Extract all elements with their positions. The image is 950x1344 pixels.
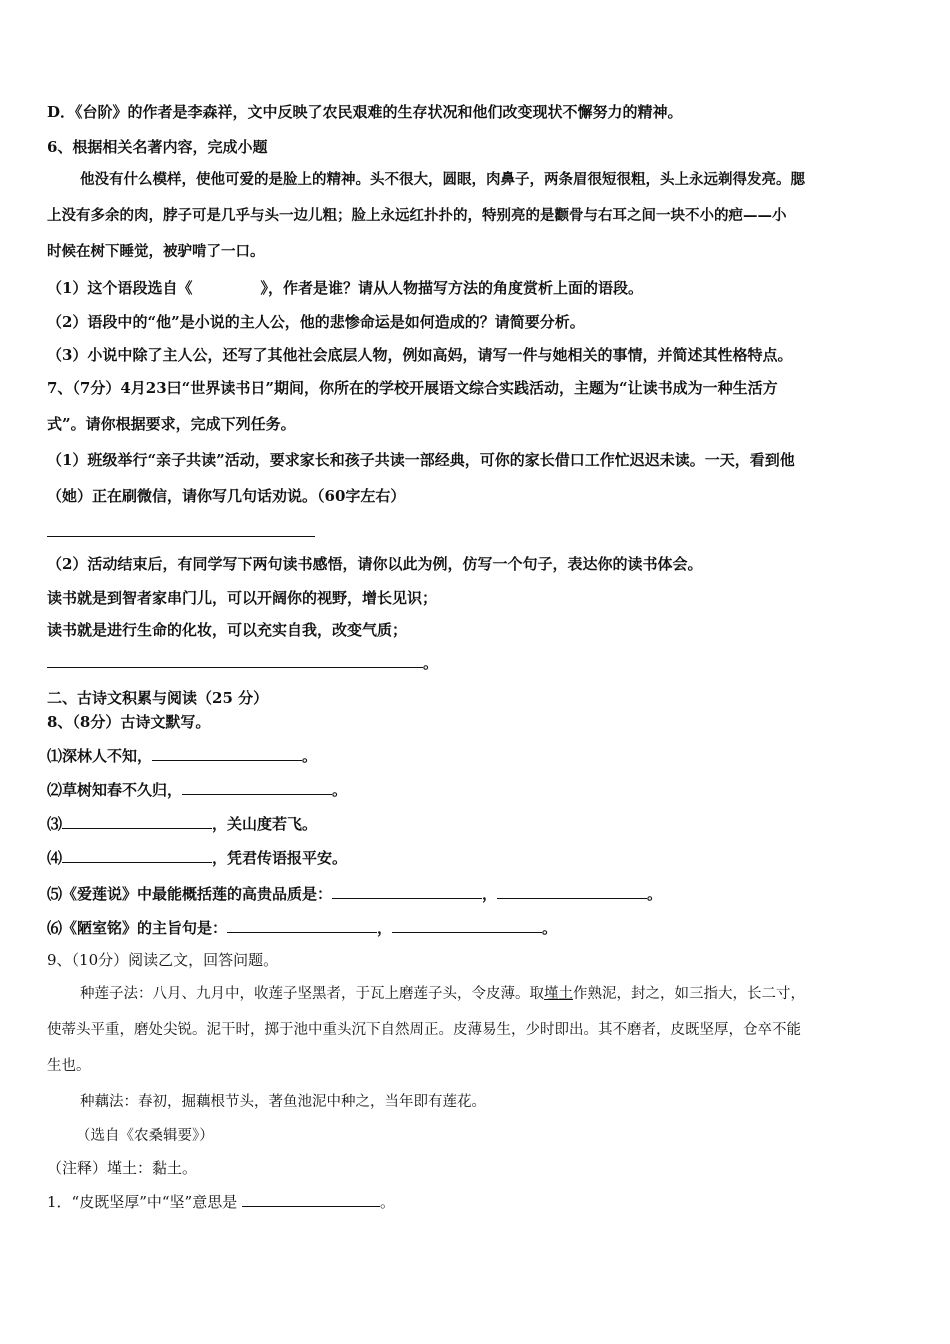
q7-line-2: 式”。请你根据要求，完成下列任务。 <box>47 415 296 433</box>
q8-item-3: ⑶ ，关山度若飞。 <box>47 815 318 833</box>
q8-item-5: ⑸《爱莲说》中最能概括莲的高贵品质是： ， 。 <box>47 885 663 903</box>
q8-item-6-blank-1[interactable] <box>227 918 377 933</box>
q8-item-4: ⑷ ，凭君传语报平安。 <box>47 849 348 867</box>
q7-sub-2-answer-blank[interactable] <box>47 653 423 668</box>
q7-sub-2-answer <box>47 653 438 673</box>
q6-passage-line-2: 上没有多余的肉，脖子可是几乎与头一边儿粗；脸上永远红扑扑的，特别亮的是颧骨与右耳之间一块不小的疤——小 <box>47 208 787 224</box>
q8-item-4-blank[interactable] <box>62 848 212 863</box>
q9-sub-1-text: 1．“皮既坚厚”中“坚”意思是 <box>47 1193 242 1211</box>
q8-item-2-blank[interactable] <box>182 780 332 795</box>
q9-passage-line-4: 种藕法：春初，掘藕根节头，著鱼池泥中种之，当年即有莲花。 <box>80 1094 486 1110</box>
q7-sub-1-answer-line[interactable] <box>47 536 315 537</box>
q8-item-2: ⑵草树知春不久归， 。 <box>47 781 348 799</box>
q8-item-3-blank[interactable] <box>62 814 212 829</box>
q8-item-6: ⑹《陋室铭》的主旨句是： ， 。 <box>47 919 558 937</box>
q7-sub-2-period: 。 <box>423 654 439 672</box>
q8-item-2-text: ⑵草树知春不久归， <box>47 781 183 799</box>
q7-sub-1-line-1: （1）班级举行“亲子共读”活动，要求家长和孩子共读一部经典，可你的家长借口工作忙迟迟未读。一天，看到他 <box>47 451 795 469</box>
q8-item-6-text: ⑹《陋室铭》的主旨句是： <box>47 919 228 937</box>
q8-item-1-text: ⑴深林人不知， <box>47 747 153 765</box>
q6-sub-1 <box>47 278 643 298</box>
q9-note: （注释）墐土：黏土。 <box>47 1159 198 1177</box>
question-9-title: 9、（10分）阅读乙文，回答问题。 <box>47 951 279 969</box>
q9-sub-1-blank[interactable] <box>242 1192 380 1207</box>
question-8-title: 8、（8分）古诗文默写。 <box>47 713 211 731</box>
q9-passage-line-2: 使蒂头平重，磨处尖锐。泥干时，掷于池中重头沉下自然周正。皮薄易生，少时即出。其不磨者，皮既坚厚，仓卒不能 <box>47 1022 801 1038</box>
q8-item-4-text: ，凭君传语报平安。 <box>212 849 348 867</box>
q7-sub-1-line-2: （她）正在刷微信，请你写几句话劝说。（60字左右） <box>47 487 406 505</box>
q6-sub-1-start: （1）这个语段选自《 <box>47 279 193 297</box>
q9-term-jintu: 墐土 <box>544 986 573 1002</box>
q6-passage-line-1: 他没有什么模样，使他可爱的是脸上的精神。头不很大，圆眼，肉鼻子，两条眉很短很粗，头上永远剃得发亮。腮 <box>80 172 805 188</box>
q8-item-3-text: ，关山度若飞。 <box>212 815 318 833</box>
section-2-heading: 二、古诗文积累与阅读（25 分） <box>47 689 269 707</box>
option-d: D．《台阶》的作者是李森祥，文中反映了农民艰难的生存状况和他们改变现状不懈努力的精神。 <box>47 103 683 121</box>
q8-item-6-blank-2[interactable] <box>392 918 542 933</box>
q9-passage-line-3: 生也。 <box>47 1058 91 1074</box>
q8-item-1-blank[interactable] <box>152 746 302 761</box>
q6-sub-2: （2）语段中的“他”是小说的主人公，他的悲惨命运是如何造成的？请简要分析。 <box>47 313 585 331</box>
q7-line-1: 7、（7分）4月23曰“世界读书日”期间，你所在的学校开展语文综合实践活动，主题为“让读书成为一种生活方 <box>47 379 778 397</box>
q8-item-5-text: ⑸《爱莲说》中最能概括莲的高贵品质是： <box>47 885 333 903</box>
q8-item-5-blank-2[interactable] <box>497 884 647 899</box>
q6-sub-3: （3）小说中除了主人公，还写了其他社会底层人物，例如高妈，请写一件与她相关的事情，并简述其性格特点。 <box>47 346 793 364</box>
q6-passage-line-3: 时候在树下睡觉，被驴啃了一口。 <box>47 244 265 260</box>
q8-item-1: ⑴深林人不知， 。 <box>47 747 318 765</box>
q9-passage-line-1: 种莲子法：八月、九月中，收莲子坚黑者，于瓦上磨莲子头，令皮薄。取墐土作熟泥，封之，如三指大，长二寸， <box>80 986 805 1002</box>
q7-example-2: 读书就是进行生命的化妆，可以充实自我，改变气质； <box>47 621 408 639</box>
q7-example-1: 读书就是到智者家串门儿，可以开阔你的视野，增长见识； <box>47 589 438 607</box>
q9-source: （选自《农桑辑要》） <box>76 1128 214 1144</box>
q8-item-5-blank-1[interactable] <box>332 884 482 899</box>
q6-sub-1-end: 》，作者是谁？请从人物描写方法的角度赏析上面的语段。 <box>260 279 643 297</box>
question-6-title: 6、根据相关名著内容，完成小题 <box>47 138 268 156</box>
q7-sub-2: （2）活动结束后，有同学写下两句读书感悟，请你以此为例，仿写一个句子，表达你的读书体会。 <box>47 555 703 573</box>
q9-sub-1: 1．“皮既坚厚”中“坚”意思是 。 <box>47 1193 396 1211</box>
